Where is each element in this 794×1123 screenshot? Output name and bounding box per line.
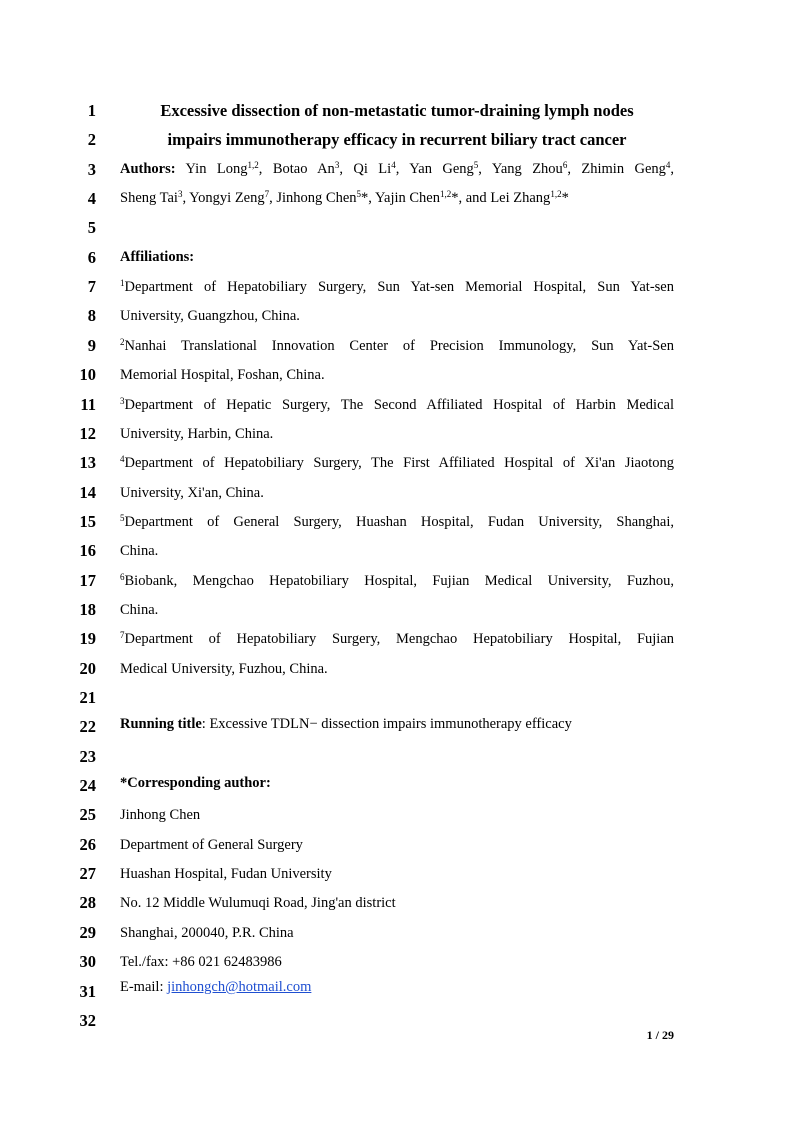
author-separator: *, [361, 190, 375, 206]
line-number: 19 [79, 629, 96, 648]
author [273, 161, 354, 177]
line-number: 21 [79, 688, 96, 707]
line-number: 6 [87, 248, 96, 267]
affiliation-text: Nanhai Translational Innovation Center of Precision Immunology, Sun Yat-Sen [124, 338, 674, 354]
line-number: 32 [79, 1011, 96, 1030]
author-affiliation-sup: 1,2 [247, 160, 259, 170]
affiliation-line-1 [120, 277, 674, 297]
corresponding-author-line: Department of General Surgery [120, 837, 303, 853]
paper-title-line-2: impairs immunotherapy efficacy in recurrent biliary tract cancer [167, 130, 627, 149]
line-number: 17 [79, 571, 96, 590]
running-title-text: : Excessive TDLN− dissection impairs immunotherapy efficacy [201, 716, 572, 732]
corresponding-author-line: Tel./fax: +86 021 62483986 [120, 954, 282, 970]
line-number: 23 [79, 747, 96, 766]
affiliation-text: Department of Hepatobiliary Surgery, Mengchao Hepatobiliary Hospital, Fujian [124, 631, 674, 647]
email-line [120, 977, 674, 997]
authors-line-1 [120, 159, 674, 179]
line-number: 9 [87, 336, 96, 355]
author-affiliation-sup: 3 [334, 160, 340, 170]
author-name: Zhimin Geng [581, 161, 666, 177]
affiliation-line-1 [120, 453, 674, 473]
author-separator: * [561, 190, 569, 206]
author-separator: , [339, 161, 354, 177]
line-number: 30 [79, 952, 96, 971]
author-separator: *, and [451, 190, 491, 206]
corresponding-author-line: Jinhong Chen [120, 807, 201, 823]
line-number: 28 [79, 893, 96, 912]
line-number: 15 [79, 512, 96, 531]
line-number: 14 [79, 483, 96, 502]
line-number: 3 [87, 160, 96, 179]
line-number: 1 [87, 101, 96, 120]
page-number: 1 / 29 [646, 1028, 674, 1042]
author [120, 190, 189, 206]
affiliation-line-2: Memorial Hospital, Foshan, China. [120, 367, 325, 383]
author-separator: , [567, 161, 582, 177]
author-affiliation-sup: 7 [264, 189, 270, 199]
affiliation-line-2: China. [120, 543, 159, 559]
line-number: 31 [79, 982, 96, 1001]
email-label: E-mail: [120, 979, 168, 995]
author-separator: , [478, 161, 492, 177]
corresponding-author-heading: *Corresponding author: [120, 775, 271, 791]
affiliation-text: Department of Hepatobiliary Surgery, Sun Yat-sen Memorial Hospital, Sun Yat-sen [124, 279, 674, 295]
author [409, 161, 492, 177]
affiliation-text: Biobank, Mengchao Hepatobiliary Hospital, Fujian Medical University, Fuzhou, [124, 573, 674, 589]
line-number: 16 [79, 541, 96, 560]
running-title [120, 714, 674, 734]
authors-label: Authors: [120, 161, 176, 177]
affiliation-line-1 [120, 395, 674, 415]
author-affiliation-sup: 6 [562, 160, 568, 170]
affiliation-text: Department of General Surgery, Huashan Hospital, Fudan University, Shanghai, [124, 514, 674, 530]
corresponding-author-line: Shanghai, 200040, P.R. China [120, 925, 294, 941]
author [189, 190, 276, 206]
author-name: Yin Long [185, 161, 248, 177]
line-number: 13 [79, 453, 96, 472]
line-number: 4 [87, 189, 96, 208]
author [581, 161, 674, 177]
author-name: Qi Li [353, 161, 392, 177]
line-number: 20 [79, 659, 96, 678]
author-affiliation-sup: 4 [665, 160, 671, 170]
affiliation-line-2: University, Harbin, China. [120, 426, 274, 442]
line-number: 24 [79, 776, 96, 795]
affiliation-number: 6 [120, 572, 125, 582]
line-number: 22 [79, 717, 96, 736]
affiliation-number: 7 [120, 630, 125, 640]
author [186, 161, 273, 177]
line-number: 27 [79, 864, 96, 883]
affiliation-number: 3 [120, 396, 125, 406]
author-affiliation-sup: 5 [356, 189, 362, 199]
line-number: 25 [79, 805, 96, 824]
author [276, 190, 375, 206]
affiliation-number: 1 [120, 278, 125, 288]
author-name: Sheng Tai [120, 190, 178, 206]
affiliation-line-1 [120, 629, 674, 649]
author-name: Yajin Chen [375, 190, 440, 206]
affiliation-line-1 [120, 571, 674, 591]
email-link[interactable]: jinhongch@hotmail.com [167, 979, 312, 995]
author-separator: , [182, 190, 190, 206]
line-number: 26 [79, 835, 96, 854]
line-number: 10 [79, 365, 96, 384]
author-separator: , [670, 161, 674, 177]
author-separator: , [269, 190, 277, 206]
author-name: Jinhong Chen [276, 190, 357, 206]
author [492, 161, 582, 177]
author [490, 190, 569, 206]
affiliation-line-2: University, Guangzhou, China. [120, 308, 300, 324]
affiliation-number: 4 [120, 454, 125, 464]
paper-title-line-1: Excessive dissection of non-metastatic tumor-draining lymph nodes [160, 101, 634, 120]
line-number: 8 [87, 306, 96, 325]
line-number: 18 [79, 600, 96, 619]
author-affiliation-sup: 1,2 [440, 189, 452, 199]
running-title-label: Running title [120, 716, 202, 732]
affiliation-line-2: University, Xi'an, China. [120, 485, 264, 501]
author [375, 190, 490, 206]
author-affiliation-sup: 5 [473, 160, 479, 170]
author-affiliation-sup: 3 [177, 189, 183, 199]
author-separator: , [395, 161, 410, 177]
corresponding-author-line: No. 12 Middle Wulumuqi Road, Jing'an district [120, 895, 396, 911]
author [353, 161, 409, 177]
affiliation-number: 2 [120, 337, 125, 347]
line-number: 12 [79, 424, 96, 443]
corresponding-author-line: Huashan Hospital, Fudan University [120, 866, 332, 882]
line-number: 5 [87, 218, 96, 237]
author-name: Lei Zhang [490, 190, 551, 206]
author-affiliation-sup: 1,2 [550, 189, 562, 199]
line-number: 29 [79, 923, 96, 942]
affiliation-text: Department of Hepatobiliary Surgery, The First Affiliated Hospital of Xi'an Jiaotong [124, 455, 674, 471]
affiliation-line-2: Medical University, Fuzhou, China. [120, 661, 328, 677]
author-name: Yongyi Zeng [189, 190, 265, 206]
affiliation-line-2: China. [120, 602, 159, 618]
author-name: Yang Zhou [491, 161, 563, 177]
author-name: Botao An [272, 161, 335, 177]
line-number: 2 [87, 130, 96, 149]
line-number: 7 [87, 277, 96, 296]
affiliation-text: Department of Hepatic Surgery, The Second Affiliated Hospital of Harbin Medical [124, 397, 674, 413]
affiliation-line-1 [120, 512, 674, 532]
author-separator: , [258, 161, 273, 177]
author-name: Yan Geng [409, 161, 474, 177]
line-number: 11 [80, 395, 96, 414]
authors-line-2 [120, 188, 674, 208]
author-affiliation-sup: 4 [391, 160, 396, 170]
affiliation-line-1 [120, 336, 674, 356]
affiliations-heading: Affiliations: [120, 249, 195, 265]
affiliation-number: 5 [120, 513, 125, 523]
